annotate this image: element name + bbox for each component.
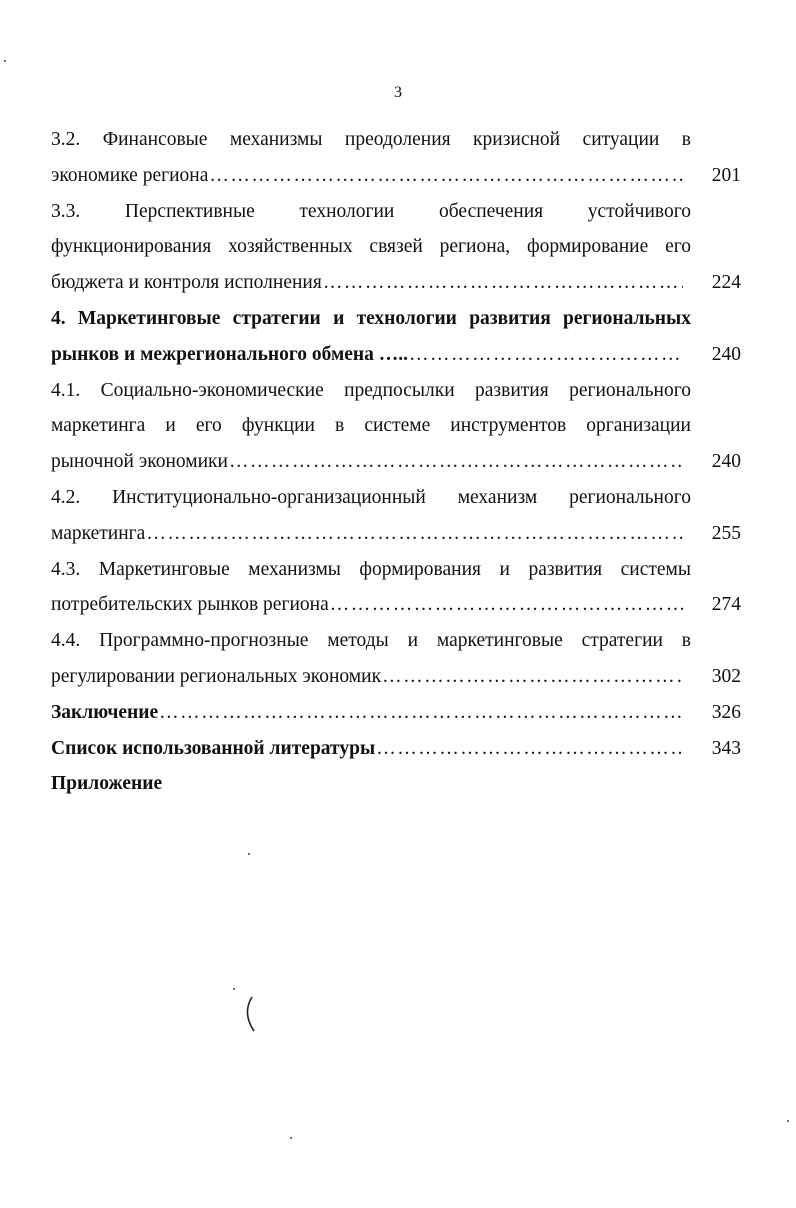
toc-entry-text: рыночной экономики bbox=[51, 451, 228, 473]
toc-entry-conclusion[interactable] bbox=[51, 695, 741, 731]
toc-entry-text: регулировании региональных экономик bbox=[51, 665, 382, 687]
toc-entry-text: 4.4. Программно-прогнозные методы и маркетинговые стратегии в bbox=[51, 630, 691, 652]
toc-entry-4-3[interactable] bbox=[51, 552, 741, 624]
toc-entry-3-2[interactable] bbox=[51, 122, 741, 194]
table-of-contents bbox=[51, 122, 741, 802]
toc-entry-last-line bbox=[51, 337, 741, 373]
toc-entry-3-3[interactable] bbox=[51, 194, 741, 301]
scan-speck bbox=[290, 1137, 292, 1139]
toc-page-number: 240 bbox=[711, 451, 741, 473]
dot-leader bbox=[330, 587, 683, 623]
dot-leader bbox=[376, 731, 683, 767]
dot-leader bbox=[146, 516, 683, 552]
page-number: 3 bbox=[394, 84, 402, 101]
toc-entry-last-line bbox=[51, 587, 741, 623]
toc-entry-last-line bbox=[51, 731, 741, 767]
toc-entry-appendix[interactable] bbox=[51, 766, 741, 802]
scan-speck bbox=[233, 988, 235, 990]
toc-entry-text: Приложение bbox=[51, 773, 163, 795]
toc-page-number: 255 bbox=[711, 522, 741, 544]
dot-leader bbox=[382, 659, 683, 695]
toc-entry-last-line bbox=[51, 659, 741, 695]
toc-entry-text: потребительских рынков региона bbox=[51, 594, 329, 616]
dot-leader bbox=[209, 158, 683, 194]
toc-page-number: 343 bbox=[711, 737, 741, 759]
toc-entry-last-line bbox=[51, 695, 741, 731]
toc-page-number: 240 bbox=[711, 343, 741, 365]
toc-page-number: 302 bbox=[711, 665, 741, 687]
toc-entry-bibliography[interactable] bbox=[51, 731, 741, 767]
toc-page-number: 201 bbox=[711, 164, 741, 186]
toc-entry-text: маркетинга bbox=[51, 522, 146, 544]
toc-entry-text: Заключение bbox=[51, 701, 159, 723]
toc-entry-chapter-4[interactable] bbox=[51, 301, 741, 373]
toc-entry-text: 4.1. Социально-экономические предпосылки развития регионального bbox=[51, 379, 691, 401]
scan-speck bbox=[787, 1120, 789, 1122]
toc-page-number: 326 bbox=[711, 701, 741, 723]
toc-entry-text: 4.3. Маркетинговые механизмы формирования и развития системы bbox=[51, 558, 691, 580]
toc-entry-4-4[interactable] bbox=[51, 623, 741, 695]
scan-speck bbox=[4, 60, 6, 62]
toc-entry-4-2[interactable] bbox=[51, 480, 741, 552]
toc-entry-last-line bbox=[51, 158, 741, 194]
toc-entry-text: бюджета и контроля исполнения bbox=[51, 272, 322, 294]
toc-entry-last-line bbox=[51, 265, 741, 301]
dot-leader bbox=[409, 337, 683, 373]
dot-leader bbox=[159, 695, 683, 731]
toc-page-number: 274 bbox=[711, 594, 741, 616]
scan-mark bbox=[240, 995, 260, 1035]
scan-speck bbox=[248, 853, 250, 855]
toc-entry-text: 4. Маркетинговые стратегии и технологии развития региональных bbox=[51, 307, 691, 329]
toc-entry-text: 4.2. Институционально-организационный механизм регионального bbox=[51, 486, 691, 508]
toc-entry-text: рынков и межрегионального обмена ….. bbox=[51, 343, 409, 365]
dot-leader bbox=[229, 444, 683, 480]
toc-entry-text: 3.3. Перспективные технологии обеспечения устойчивого bbox=[51, 200, 691, 222]
toc-entry-text: маркетинга и его функции в системе инструментов организации bbox=[51, 415, 691, 437]
toc-entry-text: 3.2. Финансовые механизмы преодоления кризисной ситуации в bbox=[51, 129, 691, 150]
toc-entry-text: экономике региона bbox=[51, 164, 209, 186]
toc-entry-text: Список использованной литературы bbox=[51, 737, 376, 759]
toc-entry-last-line bbox=[51, 444, 741, 480]
dot-leader bbox=[323, 265, 683, 301]
toc-entry-text: функционирования хозяйственных связей региона, формирование его bbox=[51, 236, 691, 258]
toc-page-number: 224 bbox=[711, 272, 741, 294]
toc-entry-last-line bbox=[51, 766, 741, 802]
toc-entry-4-1[interactable] bbox=[51, 373, 741, 480]
toc-entry-last-line bbox=[51, 516, 741, 552]
